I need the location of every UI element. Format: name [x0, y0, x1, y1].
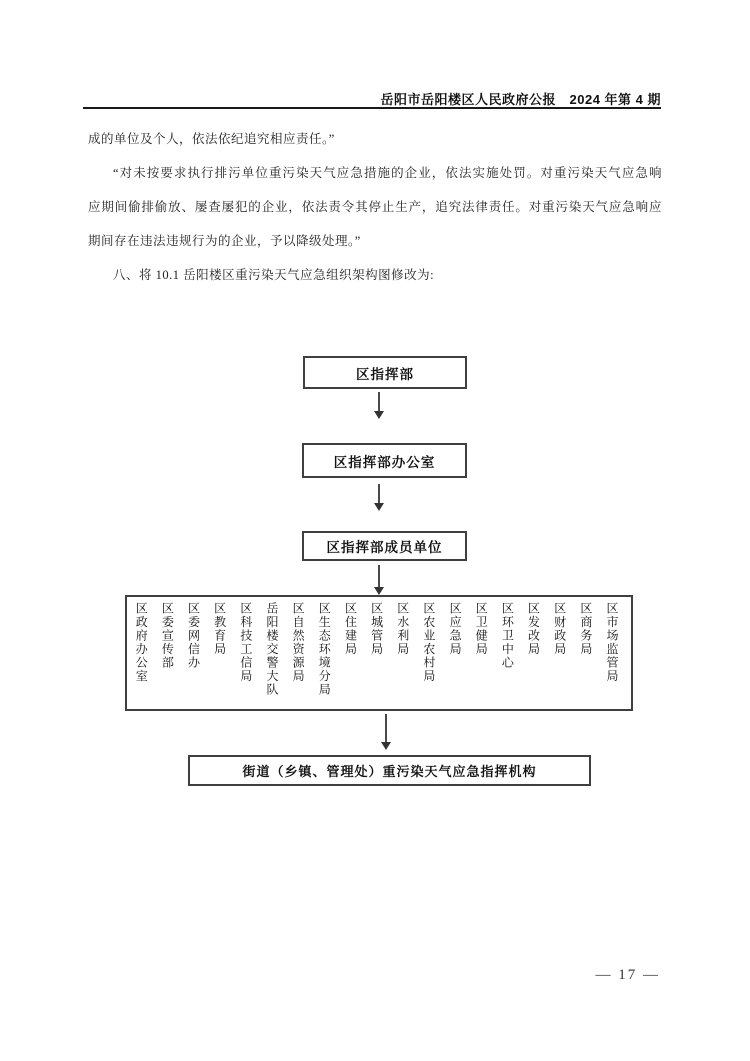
org-unit-label: 岳阳楼交警大队 — [264, 602, 279, 697]
org-unit-label: 区水利局 — [395, 602, 410, 656]
body-line: “对未按要求执行排污单位重污染天气应急措施的企业，依法实施处罚。对重污染天气应急响 — [113, 166, 662, 180]
org-unit-label: 区卫健局 — [474, 602, 489, 656]
org-unit-label: 区农业农村局 — [421, 602, 436, 683]
page-number: — 17 — — [595, 967, 660, 983]
down-arrow-icon — [381, 742, 391, 750]
down-arrow-line — [378, 392, 380, 412]
org-unit-label: 区委宣传部 — [160, 602, 175, 670]
org-unit-label: 区政府办公室 — [134, 602, 149, 683]
org-unit-label: 区生态环境分局 — [317, 602, 332, 697]
down-arrow-icon — [374, 587, 384, 595]
body-line: 成的单位及个人，依法依纪追究相应责任。” — [88, 132, 335, 146]
down-arrow-icon — [374, 411, 384, 419]
node-headquarters-office: 区指挥部办公室 — [302, 443, 467, 478]
gazette-header-title: 岳阳市岳阳楼区人民政府公报 2024 年第 4 期 — [380, 92, 661, 107]
org-unit-label: 区科技工信局 — [238, 602, 253, 683]
org-unit-label: 区城管局 — [369, 602, 384, 656]
down-arrow-line — [385, 714, 387, 743]
header-rule — [83, 107, 661, 109]
org-unit-label: 区教育局 — [212, 602, 227, 656]
org-unit-label: 区商务局 — [578, 602, 593, 656]
node-street-township-command: 街道（乡镇、管理处）重污染天气应急指挥机构 — [188, 755, 591, 786]
node-district-headquarters: 区指挥部 — [303, 356, 467, 389]
body-line: 八、将 10.1 岳阳楼区重污染天气应急组织架构图修改为: — [113, 268, 435, 282]
org-unit-label: 区环卫中心 — [500, 602, 515, 670]
body-line: 期间存在违法违规行为的企业，予以降级处理。” — [88, 234, 361, 248]
down-arrow-line — [378, 484, 380, 504]
org-unit-label: 区委网信办 — [186, 602, 201, 670]
member-units-box — [125, 595, 633, 711]
down-arrow-icon — [374, 503, 384, 511]
node-member-units: 区指挥部成员单位 — [302, 531, 467, 561]
org-unit-label: 区自然资源局 — [291, 602, 306, 683]
down-arrow-line — [378, 565, 380, 588]
org-unit-label: 区发改局 — [526, 602, 541, 656]
body-line: 应期间偷排偷放、屡查屡犯的企业，依法责令其停止生产，追究法律责任。对重污染天气应急响应 — [88, 200, 662, 214]
org-unit-label: 区应急局 — [448, 602, 463, 656]
org-unit-label: 区市场监管局 — [605, 602, 619, 683]
body-text — [88, 122, 662, 292]
org-unit-label: 区财政局 — [552, 602, 567, 656]
org-unit-label: 区住建局 — [343, 602, 358, 656]
